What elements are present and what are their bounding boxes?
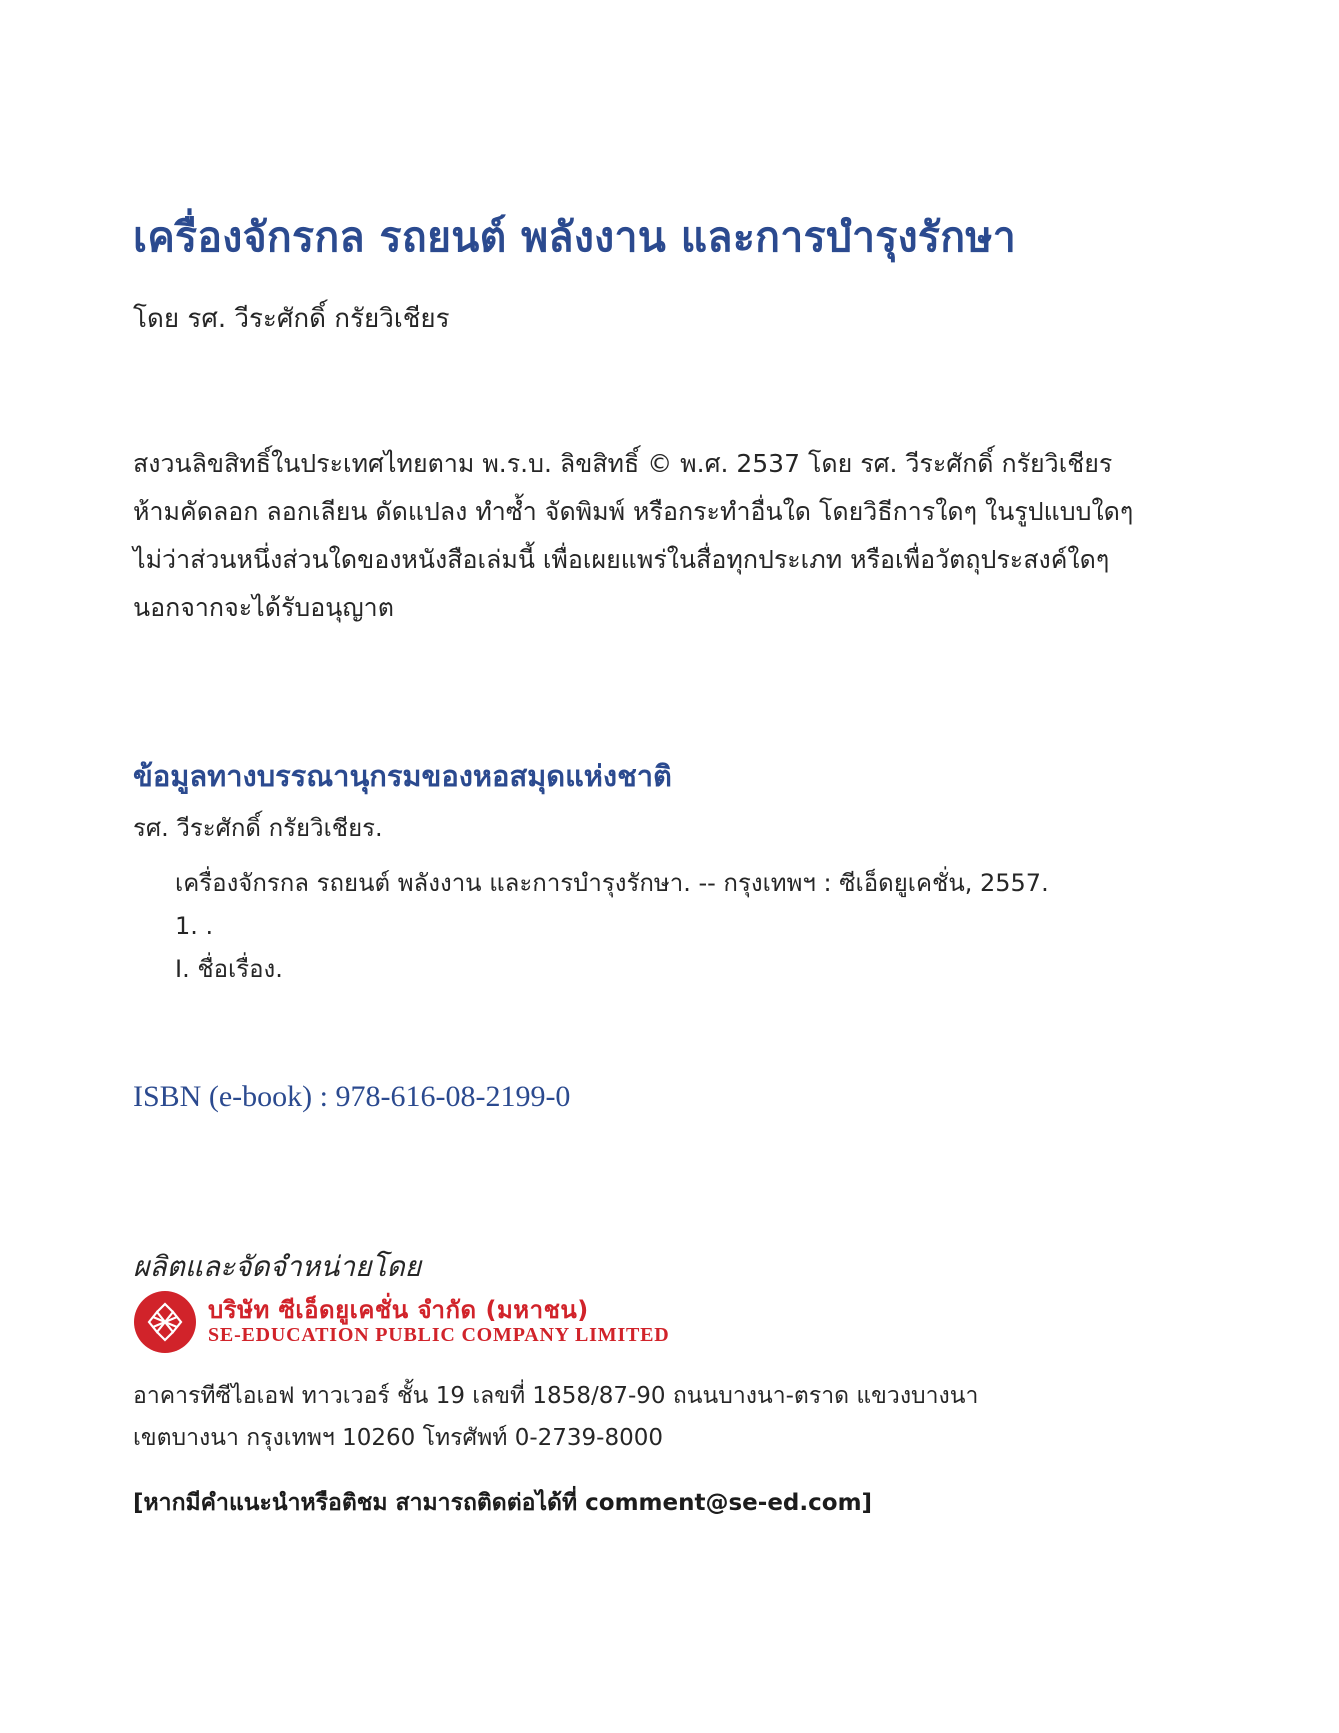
contact-note: [หากมีคำแนะนำหรือติชม สามารถติดต่อได้ที่ comment@se-ed.com] xyxy=(133,1490,873,1516)
isbn: ISBN (e-book) : 978-616-08-2199-0 xyxy=(133,1080,571,1113)
copyright-line: ห้ามคัดลอก ลอกเลียน ดัดแปลง ทำซ้ำ จัดพิมพ์ หรือกระทำอื่นใด โดยวิธีการใดๆ ในรูปแบบใดๆ xyxy=(133,497,1134,526)
author-line: โดย รศ. วีระศักดิ์ กรัยวิเชียร xyxy=(133,304,450,334)
book-title: เครื่องจักรกล รถยนต์ พลังงาน และการบำรุงรักษา xyxy=(133,213,1017,261)
address-line: เขตบางนา กรุงเทพฯ 10260 โทรศัพท์ 0-2739-8000 xyxy=(133,1425,664,1451)
company-name-thai: บริษัท ซีเอ็ดยูเคชั่น จำกัด (มหาชน) xyxy=(208,1296,589,1324)
copyright-line: นอกจากจะได้รับอนุญาต xyxy=(133,593,394,622)
copyright-line: ไม่ว่าส่วนหนึ่งส่วนใดของหนังสือเล่มนี้ เพื่อเผยแพร่ในสื่อทุกประเภท หรือเพื่อวัตถุประสงค์ใดๆ xyxy=(133,545,1110,574)
catalog-heading: ข้อมูลทางบรรณานุกรมของหอสมุดแห่งชาติ xyxy=(133,759,672,793)
catalog-author: รศ. วีระศักดิ์ กรัยวิเชียร. xyxy=(133,814,383,842)
catalog-entry-line: เครื่องจักรกล รถยนต์ พลังงาน และการบำรุงรักษา. -- กรุงเทพฯ : ซีเอ็ดยูเคชั่น, 2557. xyxy=(175,869,1049,897)
catalog-entry-line: 1. . xyxy=(175,912,214,940)
se-ed-logo-icon xyxy=(133,1290,197,1354)
company-name-english: SE-EDUCATION PUBLIC COMPANY LIMITED xyxy=(208,1324,670,1346)
produced-by-label: ผลิตและจัดจำหน่ายโดย xyxy=(133,1250,422,1283)
catalog-entry xyxy=(175,862,1049,991)
address-line: อาคารทีซีไอเอฟ ทาวเวอร์ ชั้น 19 เลขที่ 1858/87-90 ถนนบางนา-ตราด แขวงบางนา xyxy=(133,1383,979,1409)
copyright-line: สงวนลิขสิทธิ์ในประเทศไทยตาม พ.ร.บ. ลิขสิทธิ์ © พ.ศ. 2537 โดย รศ. วีระศักดิ์ กรัยวิเชียร xyxy=(133,449,1113,478)
company-address xyxy=(133,1375,978,1459)
catalog-entry-line: I. ชื่อเรื่อง. xyxy=(175,955,283,983)
copyright-notice xyxy=(133,440,1133,632)
